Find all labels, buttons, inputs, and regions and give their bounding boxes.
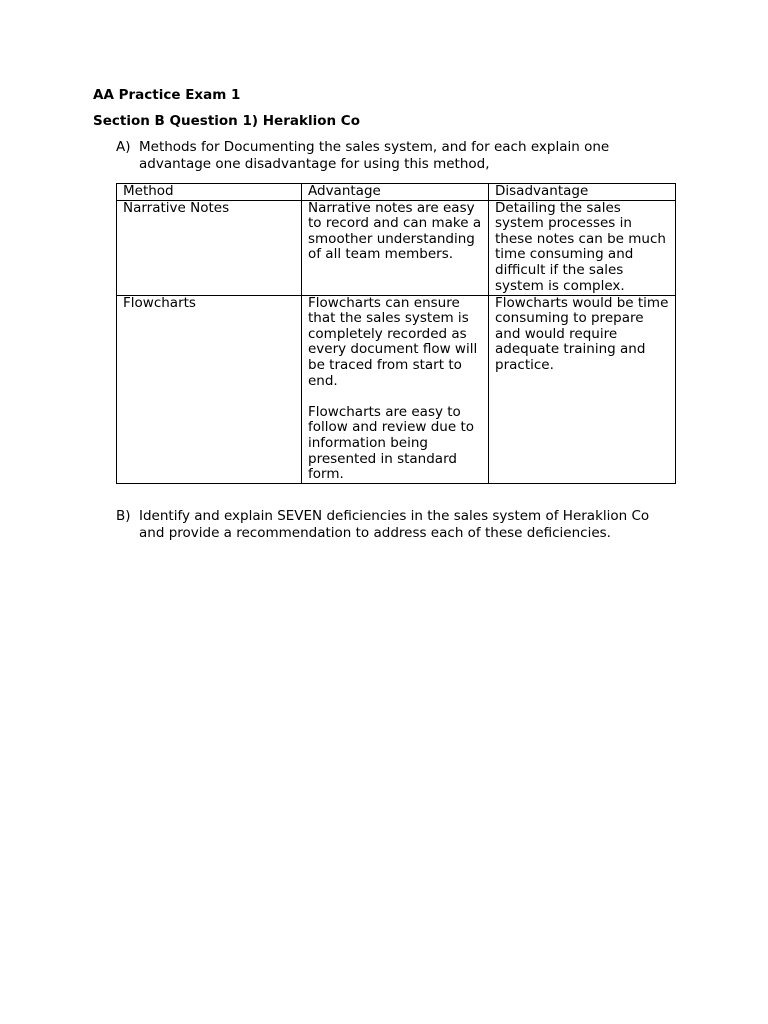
disadvantage-cell [489, 295, 676, 483]
method-cell: Flowcharts [117, 295, 302, 483]
advantage-cell [302, 295, 489, 483]
column-header-advantage: Advantage [302, 184, 489, 201]
disadvantage-cell [489, 200, 676, 295]
methods-table [116, 183, 676, 484]
column-header-disadvantage: Disadvantage [489, 184, 676, 201]
table-header-row [117, 184, 676, 201]
advantage-paragraph: Narrative notes are easy to record and can make a smoother understanding of all team members. [308, 199, 482, 263]
section-heading: Section B Question 1) Heraklion Co [93, 113, 360, 129]
question-part-b [116, 508, 676, 541]
question-part-a [116, 139, 676, 172]
part-b-marker: B) [116, 508, 131, 524]
part-a-text: Methods for Documenting the sales system, and for each explain one advantage one disadvantage for using this method, [139, 139, 610, 172]
part-a-marker: A) [116, 139, 131, 155]
table-row [117, 295, 676, 483]
method-cell: Narrative Notes [117, 200, 302, 295]
advantage-cell [302, 200, 489, 295]
column-header-method: Method [117, 184, 302, 201]
document-title: AA Practice Exam 1 [93, 87, 241, 103]
table-row [117, 200, 676, 295]
disadvantage-paragraph: Flowcharts would be time consuming to prepare and would require adequate training and practice. [495, 294, 669, 373]
advantage-paragraph: Flowcharts can ensure that the sales system is completely recorded as every document flow will be traced from start to end. [308, 294, 478, 389]
advantage-paragraph: Flowcharts are easy to follow and review due to information being presented in standard form. [308, 403, 475, 483]
disadvantage-paragraph: Detailing the sales system processes in these notes can be much time consuming and difficult if the sales system is complex. [495, 199, 666, 294]
part-b-text: Identify and explain SEVEN deficiencies in the sales system of Heraklion Co and provide a recommendation to address each of these deficiencies. [139, 508, 650, 541]
